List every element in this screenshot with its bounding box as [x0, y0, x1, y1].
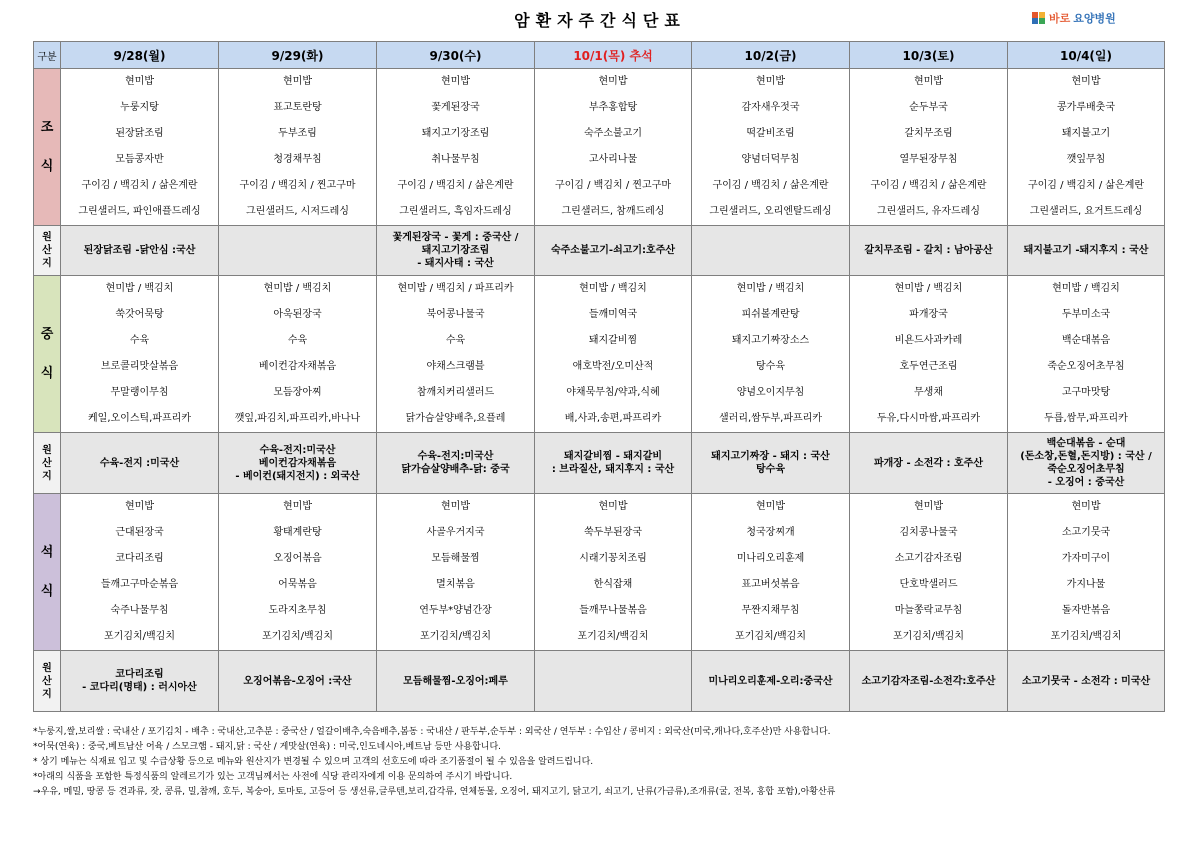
- menu-item: 현미밥 / 백김치 / 파프리카: [397, 283, 514, 294]
- menu-item: 고사리나물: [588, 154, 638, 165]
- menu-item: 들깨미역국: [588, 309, 638, 320]
- menu-item: 고구마맛탕: [1061, 387, 1111, 398]
- menu-item: 황태계란탕: [273, 527, 322, 538]
- menu-item: 현미밥: [441, 501, 470, 512]
- menu-item: 돼지고기장조림: [421, 128, 490, 139]
- origin-label: 원 산 지: [34, 651, 61, 712]
- weekly-menu-table: [33, 41, 1165, 712]
- meal-cell: [377, 276, 535, 433]
- menu-item: 그린샐러드, 오리엔탈드레싱: [709, 206, 832, 217]
- menu-item: 쑥갓어묵탕: [115, 309, 164, 320]
- meal-cell: [219, 494, 377, 651]
- menu-item: 깻잎,파김치,파프리카,바나나: [234, 413, 361, 424]
- menu-item: 현미밥 / 백김치: [1052, 283, 1120, 294]
- origin-cell: [535, 226, 692, 276]
- menu-item: 포기김치/백김치: [262, 631, 333, 642]
- origin-text: 돼지갈비찜 - 돼지갈비: [563, 451, 663, 462]
- menu-item: 구이김 / 백김치 / 삶은계란: [712, 180, 829, 191]
- menu-item: 한식잡채: [593, 579, 633, 590]
- menu-item: 백순대볶음: [1061, 335, 1111, 346]
- origin-text: 베이컨감자채볶음: [258, 457, 337, 469]
- notes: [33, 725, 1164, 800]
- menu-item: 포기김치/백김치: [735, 631, 806, 642]
- menu-item: 구이김 / 백김치 / 찐고구마: [239, 180, 356, 191]
- dinner-row: [34, 494, 1165, 651]
- menu-item: 돼지불고기: [1061, 128, 1111, 139]
- origin-text: 탕수육: [756, 464, 785, 475]
- menu-item: 무짠지채무침: [741, 605, 800, 616]
- origin-text: - 오징어 : 중국산: [1047, 477, 1125, 488]
- menu-item: 야채묵무침/약과,식혜: [566, 387, 660, 398]
- logo-brand: 바로: [1049, 12, 1071, 25]
- menu-item: 양념오이지무침: [736, 387, 805, 398]
- page-title: 암환자주간식단표: [514, 11, 686, 30]
- meal-cell: [692, 276, 850, 433]
- breakfast-label: 조 식: [34, 69, 61, 226]
- origin-cell: [61, 433, 219, 494]
- origin-cell: [850, 433, 1008, 494]
- origin-text: 돼지불고기 -돼지후지 : 국산: [1023, 245, 1149, 256]
- meal-cell: [850, 494, 1008, 651]
- origin-cell: [692, 226, 850, 276]
- origin-cell: [61, 651, 219, 712]
- menu-item: 수육: [129, 335, 150, 346]
- menu-item: 돼지갈비찜: [588, 335, 638, 346]
- menu-item: 김치콩나물국: [899, 527, 958, 538]
- menu-item: 두부조림: [278, 128, 317, 139]
- menu-item: 가지나물: [1066, 579, 1106, 590]
- menu-item: 현미밥 / 백김치: [105, 283, 174, 294]
- menu-item: 야채스크램블: [426, 361, 485, 372]
- menu-item: 브로콜리맛살볶음: [100, 361, 179, 372]
- origin-text: : 브라질산, 돼지후지 : 국산: [551, 464, 675, 475]
- day-header: 9/29(화): [219, 42, 377, 69]
- menu-item: 수육: [445, 335, 466, 346]
- note-line: *누룽지,쌀,보리쌀 : 국내산 / 포기김치 - 배추 : 국내산,고추분 : 중국산 / 얼갈이배추,숙음배추,봄동 : 국내산 / 판두부,순두부 : 외국산 / 연두부 : 수입산 / 콩비지 : 외국산(미국,캐나다,호주산)만 사용합니다.: [33, 727, 831, 737]
- menu-item: 현미밥: [756, 76, 785, 87]
- menu-item: 쑥두부된장국: [584, 527, 642, 538]
- meal-cell: [535, 276, 692, 433]
- menu-item: 돌자반볶음: [1061, 605, 1111, 616]
- menu-item: 열무된장무침: [899, 154, 958, 165]
- menu-item: 닭가슴살양배추,요플레: [405, 413, 506, 424]
- menu-item: 깻잎무침: [1066, 154, 1106, 165]
- origin-text: 모듬해물찜-오징어:페루: [403, 675, 508, 687]
- origin-text: - 돼지사태 : 국산: [417, 258, 494, 269]
- menu-item: 그린샐러드, 유자드레싱: [877, 206, 980, 217]
- menu-item: 현미밥: [914, 501, 943, 512]
- note-line: *어묵(연육) : 중국,베트남산 어육 / 스모크햄 - 돼지,닭 : 국산 / 게맛살(연육) : 미국,인도네시아,베트남 등만 사용합니다.: [33, 742, 502, 752]
- note-line: * 상기 메뉴는 식재료 입고 및 수급상황 등으로 메뉴와 원산지가 변경될 수 있으며 고객의 선호도에 따라 조기품절이 될 수 있음을 알려드립니다.: [33, 757, 594, 767]
- menu-item: 그린샐러드, 흑임자드레싱: [399, 206, 512, 217]
- menu-item: 청국장찌개: [746, 527, 795, 538]
- menu-item: 피쉬볼계란탕: [741, 309, 800, 320]
- menu-item: 현미밥 / 백김치: [579, 283, 647, 294]
- lunch-label: 중 식: [34, 276, 61, 433]
- meal-cell: [219, 69, 377, 226]
- meal-cell: [61, 494, 219, 651]
- menu-item: 표고버섯볶음: [741, 579, 800, 590]
- origin-cell: [1008, 226, 1165, 276]
- menu-item: 파개장국: [909, 309, 948, 320]
- menu-item: 현미밥: [283, 501, 312, 512]
- menu-item: 두부미소국: [1061, 309, 1111, 320]
- origin-cell: [850, 226, 1008, 276]
- meal-cell: [61, 69, 219, 226]
- menu-item: 부추홍합탕: [588, 102, 638, 113]
- origin-text: 된장닭조림 -닭안심 :국산: [83, 245, 196, 256]
- day-header: 9/30(수): [377, 42, 535, 69]
- menu-item: 현미밥: [1071, 76, 1101, 87]
- menu-item: 샐러리,쌈두부,파프리카: [719, 413, 822, 424]
- menu-item: 취나물무침: [431, 154, 480, 165]
- menu-item: 두릅,쌈무,파프리카: [1044, 413, 1128, 424]
- day-header: 9/28(월): [61, 42, 219, 69]
- origin-cell: [377, 651, 535, 712]
- logo-brand-suffix: 요양병원: [1073, 12, 1116, 25]
- menu-item: 감자새우젓국: [741, 102, 800, 113]
- origin-cell: [692, 433, 850, 494]
- menu-item: 숙주나물무침: [110, 605, 169, 616]
- origin-cell: [219, 226, 377, 276]
- menu-item: 포기김치/백김치: [1050, 631, 1122, 642]
- menu-item: 죽순오징어초무침: [1047, 361, 1125, 372]
- dinner-label: 석 식: [34, 494, 61, 651]
- menu-item: 모듬콩자반: [115, 154, 164, 165]
- origin-label: 원 산 지: [34, 226, 61, 276]
- menu-item: 그린샐러드, 파인애플드레싱: [78, 206, 201, 217]
- origin-text: 소고기뭇국 - 소전각 : 미국산: [1021, 675, 1151, 687]
- dinner-origin-row: [34, 651, 1165, 712]
- menu-item: 무말랭이무침: [110, 387, 169, 398]
- menu-item: 돼지고기짜장소스: [731, 335, 810, 346]
- menu-item: 청경채무침: [273, 154, 322, 165]
- menu-item: 배,사과,송편,파프리카: [564, 413, 662, 424]
- origin-cell: [1008, 433, 1165, 494]
- meal-cell: [377, 69, 535, 226]
- lunch-origin-row: [34, 433, 1165, 494]
- origin-text: 수육-전지:미국산: [417, 451, 494, 462]
- menu-item: 현미밥: [914, 76, 943, 87]
- meal-cell: [535, 69, 692, 226]
- menu-item: 케일,오이스틱,파프리카: [88, 413, 191, 424]
- day-header: 10/4(일): [1008, 42, 1165, 69]
- menu-item: 두유,다시마쌈,파프리카: [877, 413, 980, 424]
- menu-item: 포기김치/백김치: [893, 631, 964, 642]
- menu-item: 현미밥: [1071, 501, 1101, 512]
- meal-cell: [377, 494, 535, 651]
- origin-text: 파개장 - 소전각 : 호주산: [873, 457, 983, 469]
- meal-cell: [692, 69, 850, 226]
- meal-cell: [850, 69, 1008, 226]
- day-header: 10/2(금): [692, 42, 850, 69]
- origin-cell: [61, 226, 219, 276]
- meal-cell: [850, 276, 1008, 433]
- breakfast-row: [34, 69, 1165, 226]
- origin-text: 죽순오징어초무침: [1047, 464, 1125, 475]
- menu-item: 구이김 / 백김치 / 찐고구마: [554, 180, 672, 191]
- menu-item: 베이컨감자채볶음: [258, 361, 337, 372]
- hospital-logo: [1032, 10, 1116, 26]
- day-header-holiday: 10/1(목) 추석: [535, 42, 692, 69]
- menu-item: 포기김치/백김치: [577, 631, 649, 642]
- meal-cell: [692, 494, 850, 651]
- menu-item: 모듬해물찜: [431, 553, 480, 564]
- menu-item: 멸치볶음: [436, 579, 475, 590]
- meal-cell: [1008, 276, 1165, 433]
- menu-item: 양념더덕무침: [741, 154, 800, 165]
- menu-item: 수육: [287, 335, 308, 346]
- menu-item: 포기김치/백김치: [420, 631, 491, 642]
- menu-item: 아욱된장국: [273, 309, 322, 320]
- origin-cell: [377, 226, 535, 276]
- menu-item: 현미밥: [598, 501, 628, 512]
- lunch-row: [34, 276, 1165, 433]
- origin-text: - 베이컨(돼지전지) : 외국산: [235, 470, 360, 482]
- menu-item: 떡갈비조림: [746, 128, 795, 139]
- menu-item: 사골우거지국: [426, 527, 485, 538]
- origin-text: 갈치무조림 - 갈치 : 남아공산: [864, 245, 993, 256]
- origin-text: (돈소창,돈혈,돈지방) : 국산 /: [1020, 451, 1152, 462]
- breakfast-origin-row: [34, 226, 1165, 276]
- menu-item: 현미밥 / 백김치: [263, 283, 332, 294]
- menu-item: 들깨무나물볶음: [579, 605, 647, 616]
- origin-cell: [377, 433, 535, 494]
- menu-item: 그린샐러드, 참깨드레싱: [561, 206, 665, 217]
- menu-item: 현미밥: [125, 76, 154, 87]
- origin-text: 돼지고기장조림: [421, 245, 490, 256]
- menu-item: 현미밥 / 백김치: [894, 283, 963, 294]
- menu-item: 참깨치커리샐러드: [416, 387, 495, 398]
- origin-text: 코다리조림: [115, 669, 164, 680]
- menu-item: 현미밥: [283, 76, 312, 87]
- origin-text: 수육-전지 :미국산: [99, 457, 180, 469]
- origin-text: 꽃게된장국 - 꽃게 : 중국산 /: [392, 232, 519, 243]
- menu-item: 근대된장국: [115, 527, 164, 538]
- gubun-header: 구분: [34, 42, 61, 69]
- origin-cell: [535, 651, 692, 712]
- origin-cell: [535, 433, 692, 494]
- origin-text: 백순대볶음 - 순대: [1046, 438, 1126, 449]
- menu-item: 어묵볶음: [278, 579, 317, 590]
- menu-item: 콩가루배춧국: [1057, 102, 1115, 113]
- menu-item: 가자미구이: [1061, 553, 1111, 564]
- menu-item: 그린샐러드, 시저드레싱: [246, 206, 349, 217]
- menu-item: 미나리오리훈제: [736, 553, 805, 564]
- menu-item: 도라지초무침: [268, 605, 327, 616]
- origin-cell: [219, 433, 377, 494]
- origin-text: 소고기감자조림-소전각:호주산: [861, 675, 996, 687]
- origin-text: 미나리오리훈제-오리:중국산: [708, 675, 833, 687]
- menu-item: 들깨고구마순볶음: [100, 579, 179, 590]
- menu-item: 연두부*양념간장: [419, 605, 492, 616]
- day-header: 10/3(토): [850, 42, 1008, 69]
- menu-item: 단호박샐러드: [899, 579, 958, 590]
- origin-text: 수육-전지:미국산: [259, 444, 336, 456]
- menu-item: 애호박전/오미산적: [572, 361, 654, 372]
- menu-item: 비욘드사과카레: [894, 335, 963, 346]
- menu-item: 순두부국: [909, 102, 948, 113]
- menu-item: 구이김 / 백김치 / 삶은계란: [81, 180, 198, 191]
- origin-cell: [850, 651, 1008, 712]
- menu-item: 갈치무조림: [904, 128, 953, 139]
- origin-text: 숙주소불고기-쇠고기:호주산: [550, 245, 676, 256]
- note-line: →우유, 메밀, 땅콩 등 견과류, 잣, 콩류, 밀,참깨, 호두, 복숭아, 토마토, 고등어 등 생선류,글루텐,보리,갑각류, 연체동물, 오징어, 돼지고기, 닭고기, 쇠고기, 난류(가금류),조개류(굴, 전복, 홍합 포함),아황산류: [33, 787, 836, 797]
- menu-item: 탕수육: [756, 361, 785, 372]
- origin-text: 돼지고기짜장 - 돼지 : 국산: [711, 451, 830, 462]
- origin-text: - 코다리(명태) : 러시아산: [82, 682, 197, 693]
- menu-item: 누룽지탕: [120, 102, 159, 113]
- logo-icon: [1032, 12, 1046, 24]
- menu-item: 현미밥: [441, 76, 470, 87]
- origin-text: 오징어볶음-오징어 :국산: [243, 675, 352, 687]
- menu-item: 구이김 / 백김치 / 삶은계란: [870, 180, 987, 191]
- menu-item: 현미밥 / 백김치: [736, 283, 805, 294]
- meal-cell: [1008, 69, 1165, 226]
- menu-item: 현미밥: [125, 501, 154, 512]
- meal-cell: [1008, 494, 1165, 651]
- menu-item: 표고토란탕: [273, 102, 322, 113]
- menu-item: 호두연근조림: [899, 361, 958, 372]
- origin-cell: [219, 651, 377, 712]
- origin-text: 닭가슴살양배추-닭: 중국: [401, 464, 510, 475]
- menu-item: 꽃게된장국: [431, 102, 480, 113]
- meal-cell: [61, 276, 219, 433]
- menu-item: 오징어볶음: [273, 553, 322, 564]
- menu-item: 구이김 / 백김치 / 삶은계란: [1027, 180, 1145, 191]
- menu-item: 숙주소불고기: [584, 128, 642, 139]
- menu-item: 현미밥: [756, 501, 785, 512]
- menu-item: 현미밥: [598, 76, 628, 87]
- origin-label: 원 산 지: [34, 433, 61, 494]
- menu-item: 포기김치/백김치: [104, 631, 175, 642]
- origin-cell: [692, 651, 850, 712]
- menu-item: 시래기꽁치조림: [579, 553, 647, 564]
- menu-item: 마늘쫑락교무침: [894, 605, 963, 616]
- menu-item: 무생채: [914, 387, 943, 398]
- menu-item: 된장닭조림: [115, 128, 164, 139]
- menu-item: 소고기감자조림: [894, 553, 963, 564]
- origin-cell: [1008, 651, 1165, 712]
- menu-item: 북어콩나물국: [426, 309, 485, 320]
- meal-cell: [219, 276, 377, 433]
- meal-cell: [535, 494, 692, 651]
- menu-item: 그린샐러드, 요거트드레싱: [1029, 206, 1143, 217]
- header-row: [34, 42, 1165, 69]
- menu-item: 소고기뭇국: [1061, 527, 1111, 538]
- note-line: *아래의 식품을 포함한 특정식품의 알레르기가 있는 고객님께서는 사전에 식당 관리자에게 이용 문의하여 주시기 바랍니다.: [33, 772, 513, 782]
- menu-item: 구이김 / 백김치 / 삶은계란: [397, 180, 514, 191]
- menu-item: 코다리조림: [115, 553, 164, 564]
- menu-item: 모듬장아찌: [273, 387, 322, 398]
